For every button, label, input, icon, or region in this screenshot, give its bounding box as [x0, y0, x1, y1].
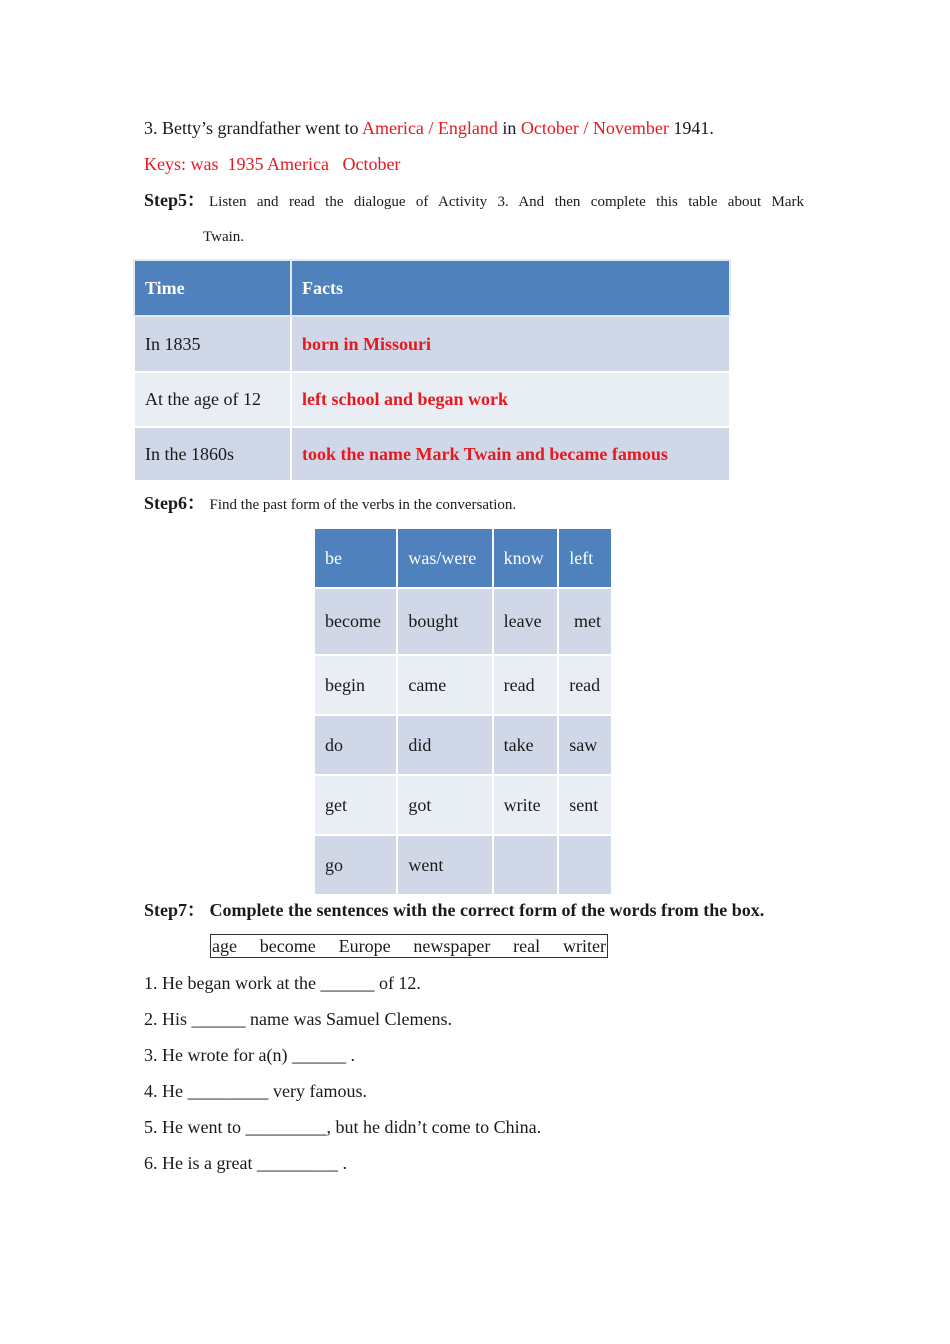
- verb-cell: begin: [314, 655, 397, 715]
- word-box-item: age: [212, 936, 237, 956]
- table-row: [314, 655, 612, 715]
- header-time: Time: [134, 260, 291, 316]
- exercise-sentence: 6. He is a great _________ .: [144, 1153, 347, 1173]
- verb-cell: take: [493, 715, 559, 775]
- table-row: [134, 372, 730, 427]
- intro-choice-place: America / England: [361, 118, 498, 138]
- step5-instruction: [144, 189, 804, 213]
- intro-mid: in: [497, 118, 521, 138]
- verb-cell: bought: [397, 588, 492, 655]
- word-box-item: real: [513, 936, 541, 956]
- table-row: [314, 715, 612, 775]
- step7-text: Complete the sentences with the correct form of the words from the box.: [209, 900, 765, 920]
- exercise-sentence: 5. He went to _________, but he didn’t come to China.: [144, 1117, 542, 1137]
- intro-prefix: 3. Betty’s grandfather went to: [144, 118, 362, 138]
- fact-cell: left school and began work: [291, 372, 730, 427]
- verb-cell: did: [397, 715, 492, 775]
- verb-cell: read: [558, 655, 612, 715]
- verb-cell: saw: [558, 715, 612, 775]
- fact-cell: took the name Mark Twain and became famous: [291, 427, 730, 481]
- step5-label: Step5：: [144, 190, 206, 210]
- table-row: [314, 775, 612, 835]
- intro-suffix: 1941.: [668, 118, 714, 138]
- table-row: [314, 588, 612, 655]
- step6-text: Find the past form of the verbs in the conversation.: [209, 497, 517, 513]
- verb-cell: [558, 835, 612, 895]
- verb-cell: went: [397, 835, 492, 895]
- verb-cell: be: [314, 528, 397, 588]
- verb-cell: leave: [493, 588, 559, 655]
- mark-twain-facts-table: [133, 259, 731, 482]
- word-box-item: newspaper: [413, 936, 491, 956]
- exercise-sentence: 1. He began work at the ______ of 12.: [144, 973, 421, 993]
- verb-cell: do: [314, 715, 397, 775]
- table-row: [314, 835, 612, 895]
- table-header-row: [314, 528, 612, 588]
- table-row: [134, 316, 730, 372]
- time-cell: In the 1860s: [134, 427, 291, 481]
- verb-cell: came: [397, 655, 492, 715]
- verb-cell: sent: [558, 775, 612, 835]
- step7-instruction: [144, 899, 764, 921]
- exercise-sentence: 4. He _________ very famous.: [144, 1081, 367, 1101]
- word-box-item: become: [259, 936, 316, 956]
- step6-instruction: [144, 492, 516, 516]
- verb-cell: go: [314, 835, 397, 895]
- answer-keys: Keys: was 1935 America October: [144, 154, 401, 174]
- verb-cell: met: [558, 588, 612, 655]
- exercise-sentence: 2. His ______ name was Samuel Clemens.: [144, 1009, 452, 1029]
- verb-cell: got: [397, 775, 492, 835]
- verb-cell: was/were: [397, 528, 492, 588]
- verb-cell: left: [558, 528, 612, 588]
- step5-text-cont: Twain.: [203, 229, 245, 245]
- past-form-verbs-table: [313, 527, 613, 896]
- verb-cell: become: [314, 588, 397, 655]
- word-box: [210, 934, 608, 958]
- verb-cell: get: [314, 775, 397, 835]
- table-row: [134, 427, 730, 481]
- time-cell: In 1835: [134, 316, 291, 372]
- time-cell: At the age of 12: [134, 372, 291, 427]
- word-box-item: Europe: [338, 936, 391, 956]
- step5-text: Listen and read the dialogue of Activity 3. And then complete this table about Mark: [209, 194, 804, 210]
- fact-cell: born in Missouri: [291, 316, 730, 372]
- step6-label: Step6：: [144, 493, 206, 513]
- table-header-row: [134, 260, 730, 316]
- verb-cell: [493, 835, 559, 895]
- verb-cell: read: [493, 655, 559, 715]
- exercise-sentence: 3. He wrote for a(n) ______ .: [144, 1045, 355, 1065]
- verb-cell: write: [493, 775, 559, 835]
- intro-choice-month: October / November: [520, 118, 669, 138]
- intro-sentence: [144, 117, 714, 139]
- word-box-item: writer: [562, 936, 606, 956]
- header-facts: Facts: [291, 260, 730, 316]
- step7-label: Step7：: [144, 900, 206, 920]
- verb-cell: know: [493, 528, 559, 588]
